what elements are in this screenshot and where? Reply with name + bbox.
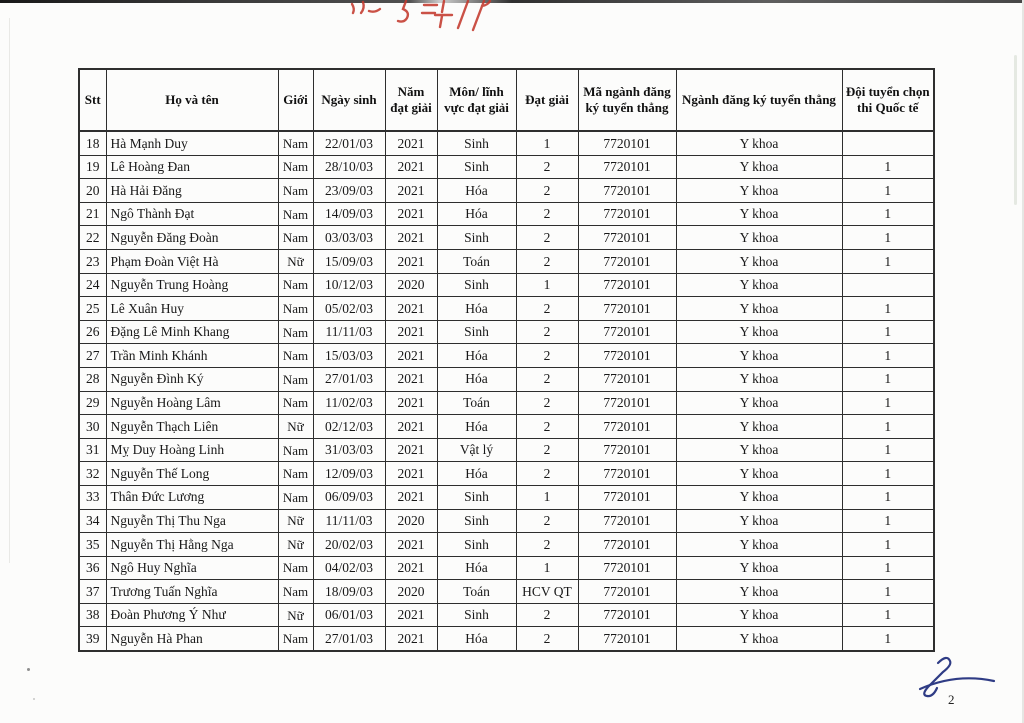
cell-year: 2021 xyxy=(385,533,437,557)
cell-year: 2021 xyxy=(385,603,437,627)
cell-dob: 18/09/03 xyxy=(313,580,385,604)
cell-gender: Nữ xyxy=(278,415,313,439)
cell-gender: Nam xyxy=(278,438,313,462)
cell-dob: 14/09/03 xyxy=(313,202,385,226)
table-row xyxy=(79,131,934,155)
cell-intl-team: 1 xyxy=(842,344,934,368)
cell-major: Y khoa xyxy=(676,580,842,604)
table-row xyxy=(79,297,934,321)
cell-year: 2021 xyxy=(385,556,437,580)
cell-year: 2021 xyxy=(385,485,437,509)
cell-intl-team: 1 xyxy=(842,627,934,651)
cell-dob: 31/03/03 xyxy=(313,438,385,462)
col-header-gender: Giới xyxy=(278,69,313,131)
cell-major-code: 7720101 xyxy=(578,155,676,179)
cell-gender: Nam xyxy=(278,462,313,486)
table-row xyxy=(79,249,934,273)
cell-name: Đoàn Phương Ý Như xyxy=(106,603,278,627)
cell-gender: Nam xyxy=(278,556,313,580)
cell-intl-team: 1 xyxy=(842,155,934,179)
cell-major-code: 7720101 xyxy=(578,556,676,580)
table-row xyxy=(79,273,934,297)
cell-major-code: 7720101 xyxy=(578,509,676,533)
cell-dob: 10/12/03 xyxy=(313,273,385,297)
table-row xyxy=(79,226,934,250)
cell-major-code: 7720101 xyxy=(578,367,676,391)
cell-gender: Nam xyxy=(278,273,313,297)
cell-major: Y khoa xyxy=(676,226,842,250)
cell-gender: Nữ xyxy=(278,509,313,533)
table-row xyxy=(79,485,934,509)
cell-gender: Nữ xyxy=(278,603,313,627)
cell-year: 2021 xyxy=(385,320,437,344)
cell-subject: Toán xyxy=(437,580,516,604)
cell-stt: 32 xyxy=(79,462,106,486)
cell-name: Nguyễn Trung Hoàng xyxy=(106,273,278,297)
cell-name: Ngô Thành Đạt xyxy=(106,202,278,226)
cell-major-code: 7720101 xyxy=(578,627,676,651)
cell-prize: 2 xyxy=(516,438,578,462)
cell-major: Y khoa xyxy=(676,297,842,321)
col-header-year: Năm đạt giải xyxy=(385,69,437,131)
cell-stt: 35 xyxy=(79,533,106,557)
cell-gender: Nam xyxy=(278,485,313,509)
cell-intl-team: 1 xyxy=(842,320,934,344)
cell-intl-team: 1 xyxy=(842,297,934,321)
cell-prize: 2 xyxy=(516,155,578,179)
cell-major: Y khoa xyxy=(676,627,842,651)
cell-name: Nguyễn Hà Phan xyxy=(106,627,278,651)
cell-year: 2021 xyxy=(385,297,437,321)
cell-year: 2021 xyxy=(385,249,437,273)
cell-intl-team: 1 xyxy=(842,391,934,415)
table-row xyxy=(79,533,934,557)
cell-stt: 34 xyxy=(79,509,106,533)
cell-major-code: 7720101 xyxy=(578,273,676,297)
cell-subject: Toán xyxy=(437,249,516,273)
cell-name: Hà Hải Đăng xyxy=(106,179,278,203)
cell-stt: 26 xyxy=(79,320,106,344)
table-row xyxy=(79,202,934,226)
cell-subject: Hóa xyxy=(437,202,516,226)
cell-stt: 29 xyxy=(79,391,106,415)
cell-year: 2021 xyxy=(385,155,437,179)
cell-major: Y khoa xyxy=(676,485,842,509)
cell-major: Y khoa xyxy=(676,155,842,179)
cell-subject: Hóa xyxy=(437,462,516,486)
cell-dob: 23/09/03 xyxy=(313,179,385,203)
cell-dob: 28/10/03 xyxy=(313,155,385,179)
cell-major: Y khoa xyxy=(676,415,842,439)
cell-major-code: 7720101 xyxy=(578,580,676,604)
cell-stt: 24 xyxy=(79,273,106,297)
cell-year: 2021 xyxy=(385,131,437,155)
cell-subject: Sinh xyxy=(437,273,516,297)
cell-name: Phạm Đoàn Việt Hà xyxy=(106,249,278,273)
cell-major: Y khoa xyxy=(676,273,842,297)
cell-subject: Sinh xyxy=(437,509,516,533)
table-row xyxy=(79,391,934,415)
table-row xyxy=(79,344,934,368)
cell-subject: Hóa xyxy=(437,415,516,439)
cell-subject: Vật lý xyxy=(437,438,516,462)
cell-subject: Sinh xyxy=(437,603,516,627)
table-row xyxy=(79,155,934,179)
cell-subject: Hóa xyxy=(437,556,516,580)
cell-major: Y khoa xyxy=(676,556,842,580)
cell-name: Nguyễn Thị Thu Nga xyxy=(106,509,278,533)
cell-dob: 22/01/03 xyxy=(313,131,385,155)
cell-gender: Nữ xyxy=(278,533,313,557)
cell-major-code: 7720101 xyxy=(578,391,676,415)
cell-intl-team: 1 xyxy=(842,509,934,533)
cell-prize: 2 xyxy=(516,320,578,344)
cell-prize: 2 xyxy=(516,344,578,368)
cell-major: Y khoa xyxy=(676,533,842,557)
cell-name: Thân Đức Lương xyxy=(106,485,278,509)
cell-prize: 2 xyxy=(516,391,578,415)
cell-intl-team: 1 xyxy=(842,226,934,250)
col-header-subject: Môn/ lĩnh vực đạt giải xyxy=(437,69,516,131)
cell-prize: 2 xyxy=(516,367,578,391)
cell-major-code: 7720101 xyxy=(578,462,676,486)
cell-major: Y khoa xyxy=(676,438,842,462)
col-header-major: Ngành đăng ký tuyển thẳng xyxy=(676,69,842,131)
cell-name: Nguyễn Đình Ký xyxy=(106,367,278,391)
cell-name: Trương Tuấn Nghĩa xyxy=(106,580,278,604)
cell-subject: Hóa xyxy=(437,344,516,368)
col-header-stt: Stt xyxy=(79,69,106,131)
col-header-major-code: Mã ngành đăng ký tuyển thẳng xyxy=(578,69,676,131)
cell-dob: 27/01/03 xyxy=(313,627,385,651)
cell-stt: 19 xyxy=(79,155,106,179)
cell-subject: Hóa xyxy=(437,627,516,651)
col-header-dob: Ngày sinh xyxy=(313,69,385,131)
cell-name: Nguyễn Thế Long xyxy=(106,462,278,486)
cell-stt: 22 xyxy=(79,226,106,250)
cell-major: Y khoa xyxy=(676,179,842,203)
cell-prize: 2 xyxy=(516,249,578,273)
cell-prize: HCV QT xyxy=(516,580,578,604)
cell-subject: Sinh xyxy=(437,226,516,250)
cell-gender: Nam xyxy=(278,344,313,368)
cell-major: Y khoa xyxy=(676,344,842,368)
cell-name: Hà Mạnh Duy xyxy=(106,131,278,155)
cell-dob: 06/01/03 xyxy=(313,603,385,627)
cell-dob: 11/11/03 xyxy=(313,509,385,533)
cell-dob: 27/01/03 xyxy=(313,367,385,391)
cell-major-code: 7720101 xyxy=(578,344,676,368)
table-body xyxy=(79,131,934,651)
cell-year: 2021 xyxy=(385,367,437,391)
cell-stt: 33 xyxy=(79,485,106,509)
cell-intl-team: 1 xyxy=(842,415,934,439)
cell-intl-team: 1 xyxy=(842,485,934,509)
cell-major-code: 7720101 xyxy=(578,249,676,273)
cell-gender: Nam xyxy=(278,131,313,155)
cell-prize: 2 xyxy=(516,462,578,486)
cell-subject: Sinh xyxy=(437,320,516,344)
red-ink-scribble xyxy=(338,0,528,34)
cell-dob: 04/02/03 xyxy=(313,556,385,580)
cell-year: 2021 xyxy=(385,627,437,651)
cell-stt: 28 xyxy=(79,367,106,391)
cell-major-code: 7720101 xyxy=(578,533,676,557)
cell-name: Mỵ Duy Hoàng Linh xyxy=(106,438,278,462)
table-row xyxy=(79,415,934,439)
cell-year: 2021 xyxy=(385,179,437,203)
cell-major-code: 7720101 xyxy=(578,320,676,344)
cell-name: Lê Hoàng Đan xyxy=(106,155,278,179)
cell-prize: 2 xyxy=(516,627,578,651)
cell-stt: 36 xyxy=(79,556,106,580)
cell-prize: 2 xyxy=(516,509,578,533)
table-row xyxy=(79,603,934,627)
cell-year: 2020 xyxy=(385,273,437,297)
cell-name: Nguyễn Thạch Liên xyxy=(106,415,278,439)
cell-stt: 18 xyxy=(79,131,106,155)
cell-dob: 11/11/03 xyxy=(313,320,385,344)
cell-major: Y khoa xyxy=(676,509,842,533)
table-row xyxy=(79,367,934,391)
cell-prize: 1 xyxy=(516,556,578,580)
page-number: 2 xyxy=(948,692,955,707)
cell-subject: Sinh xyxy=(437,533,516,557)
cell-prize: 1 xyxy=(516,273,578,297)
cell-stt: 27 xyxy=(79,344,106,368)
cell-gender: Nam xyxy=(278,580,313,604)
cell-dob: 06/09/03 xyxy=(313,485,385,509)
cell-subject: Sinh xyxy=(437,155,516,179)
cell-prize: 2 xyxy=(516,533,578,557)
cell-intl-team: 1 xyxy=(842,438,934,462)
cell-intl-team xyxy=(842,273,934,297)
cell-dob: 20/02/03 xyxy=(313,533,385,557)
cell-dob: 02/12/03 xyxy=(313,415,385,439)
header-row xyxy=(79,69,934,131)
cell-major-code: 7720101 xyxy=(578,226,676,250)
cell-subject: Hóa xyxy=(437,179,516,203)
cell-intl-team: 1 xyxy=(842,179,934,203)
cell-major: Y khoa xyxy=(676,603,842,627)
cell-year: 2021 xyxy=(385,226,437,250)
cell-stt: 31 xyxy=(79,438,106,462)
cell-gender: Nam xyxy=(278,391,313,415)
cell-major-code: 7720101 xyxy=(578,179,676,203)
cell-prize: 2 xyxy=(516,202,578,226)
cell-major-code: 7720101 xyxy=(578,438,676,462)
cell-stt: 30 xyxy=(79,415,106,439)
cell-year: 2021 xyxy=(385,344,437,368)
scan-speck xyxy=(27,668,30,671)
cell-name: Nguyễn Hoàng Lâm xyxy=(106,391,278,415)
cell-major-code: 7720101 xyxy=(578,485,676,509)
cell-prize: 2 xyxy=(516,415,578,439)
cell-intl-team: 1 xyxy=(842,249,934,273)
cell-dob: 15/03/03 xyxy=(313,344,385,368)
scan-speck xyxy=(33,698,35,700)
cell-name: Đặng Lê Minh Khang xyxy=(106,320,278,344)
cell-major-code: 7720101 xyxy=(578,202,676,226)
cell-name: Lê Xuân Huy xyxy=(106,297,278,321)
cell-intl-team: 1 xyxy=(842,202,934,226)
admission-table xyxy=(78,68,935,652)
cell-intl-team xyxy=(842,131,934,155)
cell-dob: 12/09/03 xyxy=(313,462,385,486)
cell-intl-team: 1 xyxy=(842,580,934,604)
cell-major-code: 7720101 xyxy=(578,131,676,155)
cell-subject: Hóa xyxy=(437,367,516,391)
cell-prize: 2 xyxy=(516,179,578,203)
cell-gender: Nam xyxy=(278,202,313,226)
cell-subject: Toán xyxy=(437,391,516,415)
table-row xyxy=(79,580,934,604)
cell-gender: Nam xyxy=(278,367,313,391)
cell-year: 2020 xyxy=(385,580,437,604)
cell-year: 2020 xyxy=(385,509,437,533)
cell-prize: 2 xyxy=(516,603,578,627)
cell-subject: Sinh xyxy=(437,131,516,155)
cell-gender: Nam xyxy=(278,226,313,250)
cell-gender: Nam xyxy=(278,627,313,651)
cell-intl-team: 1 xyxy=(842,367,934,391)
cell-major: Y khoa xyxy=(676,462,842,486)
cell-name: Ngô Huy Nghĩa xyxy=(106,556,278,580)
cell-stt: 38 xyxy=(79,603,106,627)
cell-major: Y khoa xyxy=(676,202,842,226)
cell-major: Y khoa xyxy=(676,249,842,273)
cell-prize: 1 xyxy=(516,485,578,509)
cell-subject: Hóa xyxy=(437,297,516,321)
cell-prize: 1 xyxy=(516,131,578,155)
cell-gender: Nữ xyxy=(278,249,313,273)
table-row xyxy=(79,462,934,486)
scan-right-streak xyxy=(1014,55,1017,205)
cell-intl-team: 1 xyxy=(842,533,934,557)
cell-dob: 03/03/03 xyxy=(313,226,385,250)
cell-prize: 2 xyxy=(516,226,578,250)
cell-major-code: 7720101 xyxy=(578,603,676,627)
col-header-prize: Đạt giải xyxy=(516,69,578,131)
cell-gender: Nam xyxy=(278,297,313,321)
cell-prize: 2 xyxy=(516,297,578,321)
cell-major-code: 7720101 xyxy=(578,297,676,321)
cell-year: 2021 xyxy=(385,415,437,439)
cell-intl-team: 1 xyxy=(842,556,934,580)
cell-intl-team: 1 xyxy=(842,462,934,486)
cell-gender: Nam xyxy=(278,179,313,203)
cell-stt: 21 xyxy=(79,202,106,226)
table-row xyxy=(79,627,934,651)
table-row xyxy=(79,556,934,580)
cell-gender: Nam xyxy=(278,320,313,344)
cell-major: Y khoa xyxy=(676,320,842,344)
cell-name: Trần Minh Khánh xyxy=(106,344,278,368)
cell-year: 2021 xyxy=(385,438,437,462)
col-header-intl-team: Đội tuyển chọn thi Quốc tế xyxy=(842,69,934,131)
cell-year: 2021 xyxy=(385,391,437,415)
table-row xyxy=(79,438,934,462)
cell-name: Nguyễn Đăng Đoàn xyxy=(106,226,278,250)
scan-left-streak xyxy=(9,18,10,563)
cell-dob: 11/02/03 xyxy=(313,391,385,415)
cell-major-code: 7720101 xyxy=(578,415,676,439)
cell-dob: 05/02/03 xyxy=(313,297,385,321)
cell-major: Y khoa xyxy=(676,367,842,391)
cell-stt: 25 xyxy=(79,297,106,321)
col-header-name: Họ và tên xyxy=(106,69,278,131)
cell-intl-team: 1 xyxy=(842,603,934,627)
table-row xyxy=(79,320,934,344)
cell-year: 2021 xyxy=(385,202,437,226)
cell-major: Y khoa xyxy=(676,131,842,155)
cell-stt: 37 xyxy=(79,580,106,604)
table-row xyxy=(79,179,934,203)
cell-subject: Sinh xyxy=(437,485,516,509)
cell-gender: Nam xyxy=(278,155,313,179)
table-row xyxy=(79,509,934,533)
cell-stt: 39 xyxy=(79,627,106,651)
cell-dob: 15/09/03 xyxy=(313,249,385,273)
cell-year: 2021 xyxy=(385,462,437,486)
cell-stt: 23 xyxy=(79,249,106,273)
cell-major: Y khoa xyxy=(676,391,842,415)
cell-name: Nguyễn Thị Hằng Nga xyxy=(106,533,278,557)
cell-stt: 20 xyxy=(79,179,106,203)
